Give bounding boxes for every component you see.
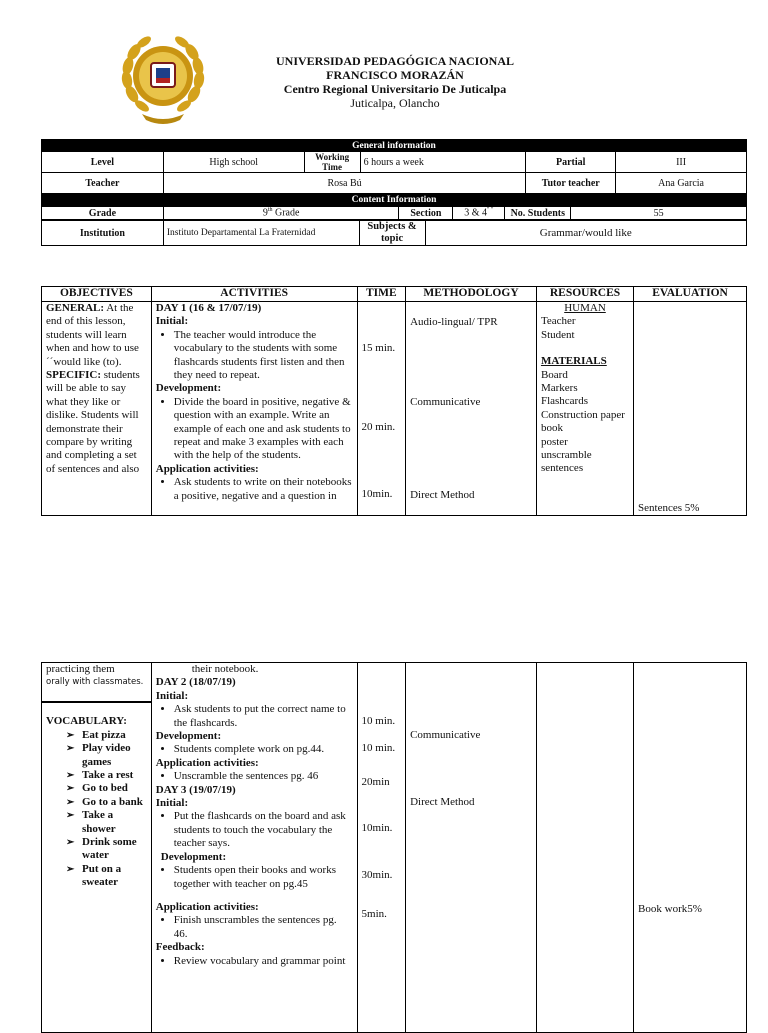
- vocabulary-item: ➢ Take a rest: [64, 769, 147, 782]
- resource-item: Markers: [540, 382, 578, 395]
- vocabulary-item: ➢ Put on a sweater: [64, 863, 147, 890]
- resources-cell-cont: [536, 663, 633, 1033]
- activity-cont: their notebook.: [191, 663, 259, 675]
- methodology-cell-cont: [406, 663, 537, 1033]
- evaluation-cell: [634, 302, 747, 516]
- materials-heading: MATERIALS: [540, 355, 607, 368]
- methodology-value: Direct Method: [410, 796, 475, 809]
- resource-item: Student: [540, 328, 575, 341]
- time-value: 20min: [361, 775, 390, 788]
- time-cell: [357, 302, 406, 516]
- header-objectives: OBJECTIVES: [42, 287, 152, 302]
- list-item: • Unscramble the sentences pg. 46: [174, 770, 353, 783]
- students-value: 55: [571, 207, 747, 220]
- grade-label: Grade: [42, 207, 164, 220]
- list-item: • Ask students to write on their notebooks a positive, negative and a question in: [174, 476, 353, 503]
- vocabulary-item: ➢ Drink some water: [64, 836, 147, 863]
- list-item: • Students complete work on pg.44.: [174, 743, 353, 756]
- resource-item: Flashcards: [540, 395, 588, 408]
- application-heading: Application activities:: [155, 900, 259, 913]
- document-header: [200, 54, 590, 110]
- general-objective-text: At the end of this lesson, students will learn when and how to use ´´would like (to).: [46, 302, 139, 368]
- list-item: • Finish unscrambles the sentences pg. 46.: [174, 914, 353, 941]
- time-value: 10 min.: [361, 715, 396, 727]
- resource-item: book: [540, 422, 563, 435]
- methodology-value: Audio-lingual/ TPR: [410, 316, 498, 328]
- time-cell-cont: [357, 663, 406, 1033]
- methodology-cell: [406, 302, 537, 516]
- resource-item: Teacher: [540, 315, 576, 328]
- header-methodology: METHODOLOGY: [406, 287, 537, 302]
- resource-item: Construction paper: [540, 408, 625, 421]
- time-value: 20 min.: [361, 421, 396, 434]
- general-info-band: General information: [42, 140, 747, 152]
- lesson-plan-table-1: [41, 286, 747, 516]
- application-heading: Application activities:: [155, 756, 259, 769]
- vocabulary-item: ➢ Go to a bank: [64, 796, 147, 809]
- feedback-heading: Feedback:: [155, 941, 205, 954]
- application-heading: Application activities:: [155, 462, 259, 475]
- students-label: No. Students: [505, 207, 571, 220]
- section-label: Section: [399, 207, 453, 220]
- activities-cell-cont: [151, 663, 357, 1033]
- list-item: • Students open their books and works together with teacher on pg.45: [174, 864, 353, 891]
- working-time-label: Working Time: [304, 152, 360, 173]
- resources-cell: [536, 302, 633, 516]
- university-name-2: FRANCISCO MORAZÁN: [326, 68, 464, 82]
- initial-heading: Initial:: [155, 689, 189, 702]
- general-objective-label: GENERAL:: [46, 302, 105, 314]
- vocabulary-list: [46, 729, 147, 890]
- general-info-table: [41, 139, 747, 206]
- human-heading: HUMAN: [564, 302, 606, 314]
- resource-item: unscramble sentences: [540, 449, 592, 475]
- methodology-value: Communicative: [410, 396, 481, 409]
- partial-value: III: [616, 152, 747, 173]
- list-item: • The teacher would introduce the vocabulary to the students with some flashcards students first listen and then they need to repeat.: [174, 329, 353, 383]
- vocabulary-heading: VOCABULARY:: [46, 715, 127, 728]
- objectives-cell-cont: [42, 663, 152, 1033]
- time-value: 30min.: [361, 868, 393, 881]
- initial-heading: Initial:: [155, 315, 189, 328]
- section-value: 3 & 4" ": [453, 207, 505, 220]
- list-item: • Put the flashcards on the board and ask students to touch the vocabulary the teacher says.: [174, 810, 353, 850]
- teacher-value: Rosa Bú: [163, 173, 525, 194]
- teacher-label: Teacher: [42, 173, 164, 194]
- vocabulary-item: ➢ Take a shower: [64, 809, 147, 836]
- day1-heading: DAY 1 (16 & 17/07/19): [155, 302, 262, 314]
- evaluation-value: Book work5%: [638, 903, 702, 915]
- development-heading: Development:: [155, 382, 222, 395]
- time-value: 10min.: [361, 822, 393, 835]
- university-name: UNIVERSIDAD PEDAGÓGICA NACIONAL: [275, 54, 515, 68]
- time-value: 15 min.: [361, 342, 396, 354]
- grade-value: 9th Grade: [163, 207, 399, 220]
- specific-objective-label: SPECIFIC:: [46, 369, 102, 382]
- lesson-plan-table-2: [41, 662, 747, 1033]
- university-seal-logo: [118, 30, 208, 126]
- objective-small-text: orally with classmates.: [46, 677, 144, 688]
- list-item: • Divide the board in positive, negative & question with an example. Write an example of each one and ask students to repeat and make 3 examples with each with the help of the students.: [174, 396, 353, 463]
- vocabulary-item: ➢ Eat pizza: [64, 729, 147, 742]
- resource-item: poster: [540, 435, 568, 448]
- working-time-value: 6 hours a week: [360, 152, 526, 173]
- institution-table: [41, 220, 747, 246]
- subjects-label: Subjects & topic: [359, 221, 425, 246]
- time-value: 10min.: [361, 487, 393, 500]
- activities-cell: [151, 302, 357, 516]
- list-item: • Ask students to put the correct name to the flashcards.: [174, 703, 353, 730]
- objective-cont: practicing them: [46, 663, 115, 675]
- evaluation-cell-cont: [634, 663, 747, 1033]
- objectives-cell: [42, 302, 152, 516]
- level-value: High school: [163, 152, 304, 173]
- header-resources: RESOURCES: [536, 287, 633, 302]
- subjects-value: Grammar/would like: [425, 221, 747, 246]
- level-label: Level: [42, 152, 164, 173]
- tutor-value: Ana Garcia: [616, 173, 747, 194]
- content-info-table: [41, 206, 747, 220]
- regional-center: Centro Regional Universitario De Juticalpa: [283, 82, 507, 96]
- vocabulary-item: ➢ Play video games: [64, 742, 147, 769]
- partial-label: Partial: [526, 152, 616, 173]
- resource-item: Board: [540, 368, 568, 381]
- specific-objective-text: students will be able to say what they like or dislike. Students will demonstrate their compare by writing and completing a set of sentences and also: [46, 369, 140, 475]
- header-evaluation: EVALUATION: [634, 287, 747, 302]
- methodology-value: Direct Method: [410, 488, 475, 501]
- day3-heading: DAY 3 (19/07/19): [155, 783, 236, 796]
- initial-heading: Initial:: [155, 797, 189, 810]
- methodology-value: Communicative: [410, 729, 481, 741]
- institution-label: Institution: [42, 221, 164, 246]
- institution-value: Instituto Departamental La Fraternidad: [163, 221, 359, 246]
- content-info-band: Content Information: [42, 194, 747, 206]
- day2-heading: DAY 2 (18/07/19): [155, 676, 236, 689]
- list-item: • Review vocabulary and grammar point: [174, 955, 353, 968]
- time-value: 10 min.: [361, 742, 396, 755]
- tutor-label: Tutor teacher: [526, 173, 616, 194]
- development-heading: Development:: [155, 730, 222, 743]
- header-time: TIME: [357, 287, 406, 302]
- evaluation-value: Sentences 5%: [638, 502, 700, 514]
- time-value: 5min.: [361, 908, 387, 921]
- location: Juticalpa, Olancho: [350, 96, 440, 110]
- vocabulary-item: ➢ Go to bed: [64, 782, 147, 795]
- header-activities: ACTIVITIES: [151, 287, 357, 302]
- development-heading: Development:: [160, 850, 227, 863]
